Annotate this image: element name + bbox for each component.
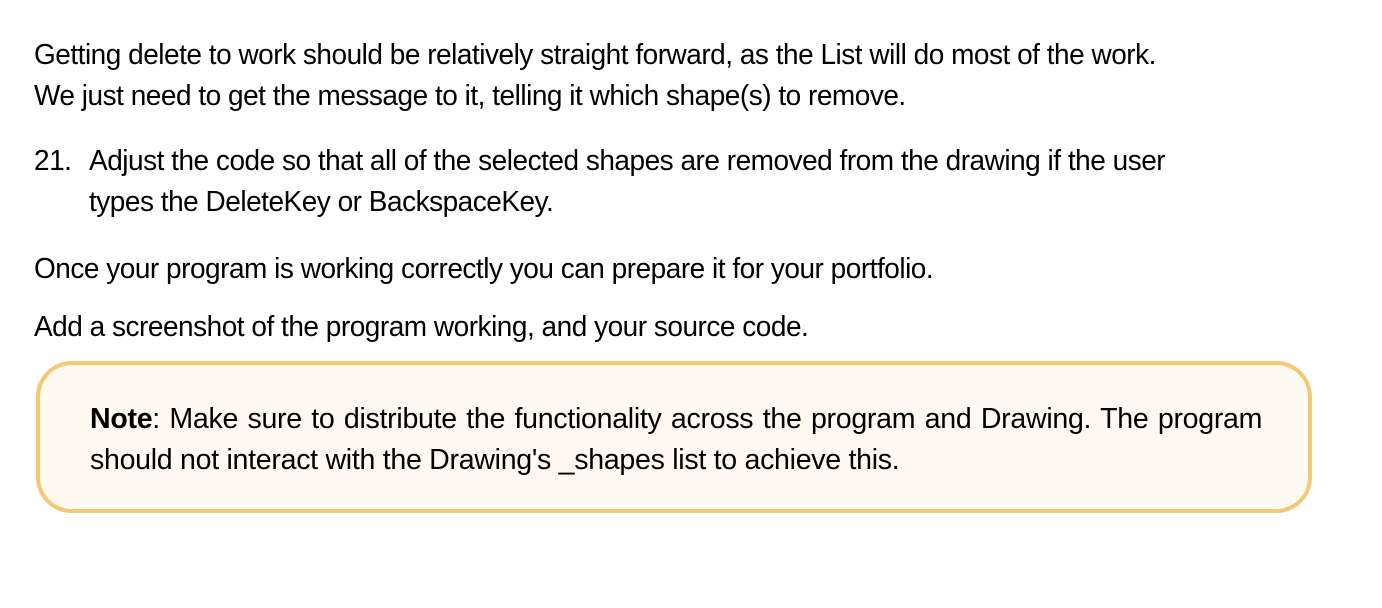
note-separator: : [152,403,160,435]
portfolio-paragraph: Add a screenshot of the program working, and your source code. [34,311,809,343]
step-line-2: types the DeleteKey or BackspaceKey. [89,186,554,218]
intro-paragraph [34,35,1156,117]
note-text [90,399,1262,481]
note-body: Make sure to distribute the functionality across the program and Drawing. The program should not interact with the Drawing's _shapes list to achieve this. [90,403,1263,476]
intro-line-1: Getting delete to work should be relatively straight forward, as the List will do most of the work. [34,39,1156,71]
note-callout [36,361,1312,513]
step-number: 21. [34,145,72,177]
ready-paragraph: Once your program is working correctly you can prepare it for your portfolio. [34,253,934,285]
step-text [89,141,1165,223]
intro-line-2: We just need to get the message to it, telling it which shape(s) to remove. [34,80,906,112]
step-line-1: Adjust the code so that all of the selected shapes are removed from the drawing if the user [89,145,1166,177]
note-label: Note [90,403,153,435]
